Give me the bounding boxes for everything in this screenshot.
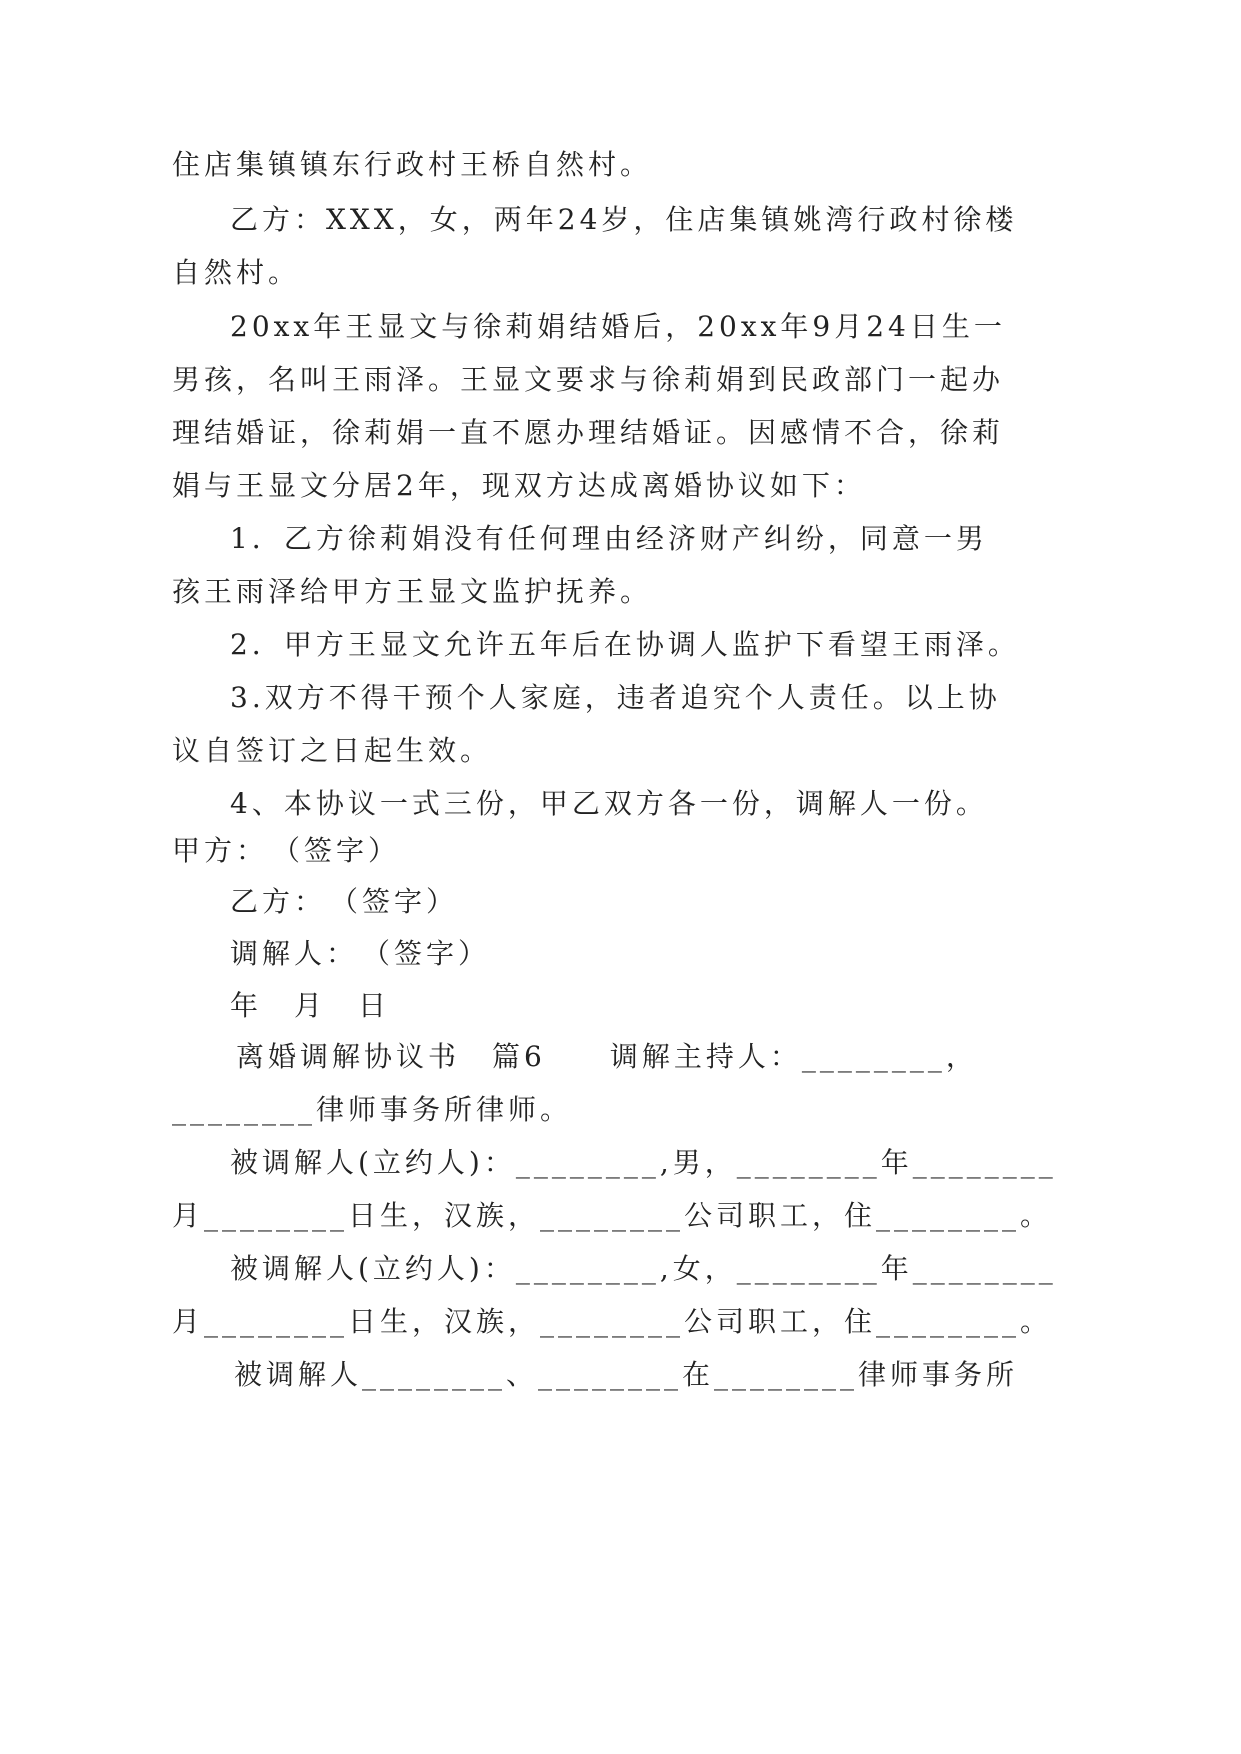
- text-line: 20xx年王显文与徐莉娟结婚后，20xx年9月24日生一: [230, 310, 1006, 343]
- text-line: 议自签订之日起生效。: [172, 734, 493, 767]
- text-line: 乙方：XXX，女，两年24岁，住店集镇姚湾行政村徐楼: [230, 203, 1018, 236]
- text-line: 2．甲方王显文允许五年后在协调人监护下看望王雨泽。: [230, 628, 1020, 661]
- text-line: 月________日生，汉族，________公司职工，住________。: [172, 1199, 1053, 1232]
- text-line: 住店集镇镇东行政村王桥自然村。: [172, 148, 653, 181]
- text-line: 离婚调解协议书 篇6 调解主持人：________，: [236, 1040, 978, 1073]
- text-line: 1．乙方徐莉娟没有任何理由经济财产纠纷，同意一男: [230, 522, 988, 555]
- text-line: 男孩，名叫王雨泽。王显文要求与徐莉娟到民政部门一起办: [172, 363, 1005, 396]
- text-line: 被调解人(立约人)：________,女，________年________: [230, 1252, 1057, 1285]
- text-line: 理结婚证，徐莉娟一直不愿办理结婚证。因感情不合，徐莉: [172, 416, 1005, 449]
- text-line: 娟与王显文分居2年，现双方达成离婚协议如下：: [172, 469, 866, 502]
- text-line: 4、本协议一式三份，甲乙双方各一份，调解人一份。: [230, 787, 988, 820]
- text-line: 年 月 日: [230, 989, 391, 1022]
- text-line: 调解人： （签字）: [230, 937, 491, 970]
- text-line: 3.双方不得干预个人家庭，违者追究个人责任。以上协: [230, 681, 1001, 714]
- text-line: 被调解人(立约人)：________,男，________年________: [230, 1146, 1057, 1179]
- text-line: 乙方： （签字）: [230, 885, 459, 918]
- text-line: 甲方： （签字）: [172, 834, 401, 867]
- text-line: 孩王雨泽给甲方王显文监护抚养。: [172, 575, 653, 608]
- text-line: 自然村。: [172, 256, 301, 289]
- text-line: 被调解人________、________在________律师事务所: [234, 1358, 1019, 1391]
- text-line: 月________日生，汉族，________公司职工，住________。: [172, 1305, 1053, 1338]
- text-line: ________律师事务所律师。: [172, 1093, 573, 1126]
